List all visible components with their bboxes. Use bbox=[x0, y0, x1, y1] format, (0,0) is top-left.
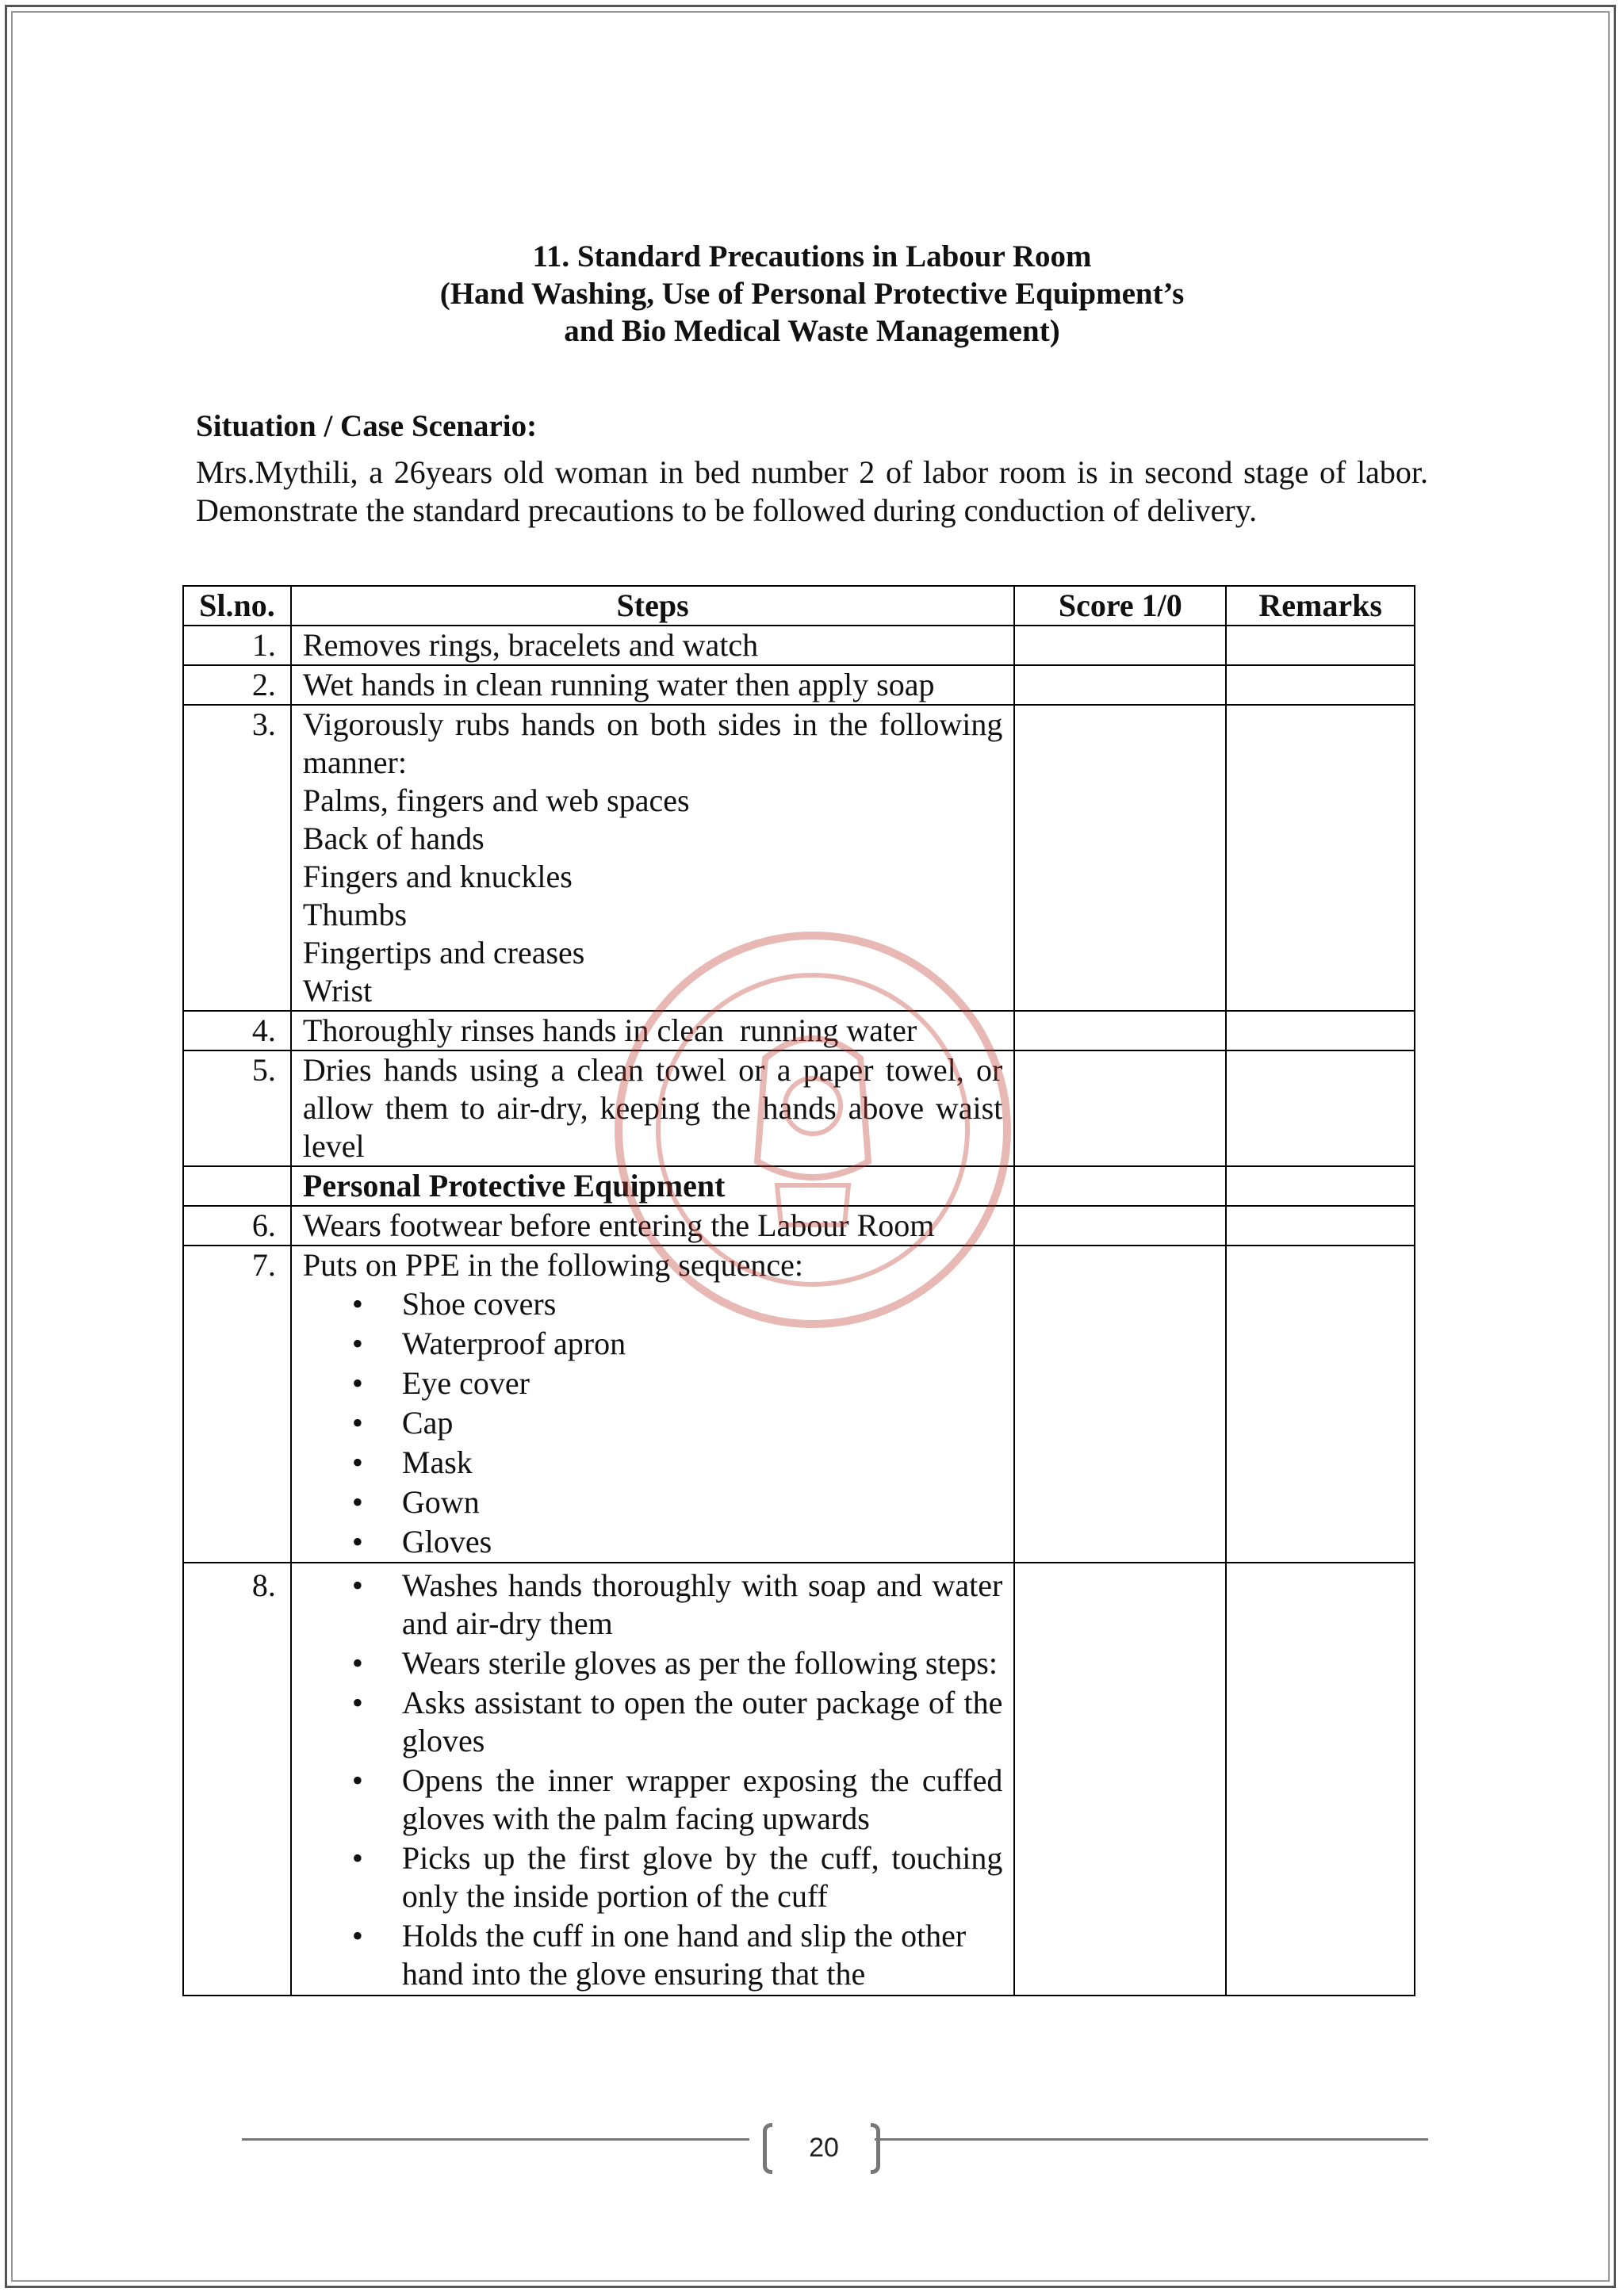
row-number: 3. bbox=[183, 705, 291, 1011]
header-score: Score 1/0 bbox=[1014, 586, 1226, 626]
row-number: 8. bbox=[183, 1563, 291, 1996]
row-step bbox=[291, 705, 1014, 1011]
list-item: • Shoe covers bbox=[303, 1284, 1002, 1324]
footer-rule-left bbox=[242, 2138, 749, 2141]
header-remarks: Remarks bbox=[1226, 586, 1415, 626]
list-item: • Cap bbox=[303, 1403, 1002, 1443]
row-step bbox=[291, 1246, 1014, 1563]
remarks-cell[interactable] bbox=[1226, 626, 1415, 665]
row-step: Removes rings, bracelets and watch bbox=[291, 626, 1014, 665]
remarks-cell[interactable] bbox=[1226, 1563, 1415, 1996]
table-row bbox=[183, 1206, 1415, 1246]
score-cell[interactable] bbox=[1014, 626, 1226, 665]
list-item: Palms, fingers and web spaces bbox=[302, 783, 690, 818]
table-header-row bbox=[183, 586, 1415, 626]
header-slno: Sl.no. bbox=[183, 586, 291, 626]
row-number: 7. bbox=[183, 1246, 291, 1563]
section-heading: Personal Protective Equipment bbox=[291, 1166, 1014, 1206]
score-cell[interactable] bbox=[1014, 1206, 1226, 1246]
row-number: 4. bbox=[183, 1011, 291, 1050]
title-line-3: and Bio Medical Waste Management) bbox=[564, 314, 1060, 348]
title-line-1: 11. Standard Precautions in Labour Room bbox=[532, 239, 1092, 274]
table-row bbox=[183, 1050, 1415, 1166]
footer-bracket-right bbox=[871, 2123, 880, 2174]
list-item: • Mask bbox=[303, 1443, 1002, 1483]
row-number: 1. bbox=[183, 626, 291, 665]
list-item: • Gown bbox=[303, 1483, 1002, 1522]
page-title bbox=[0, 238, 1624, 350]
list-item: Thumbs bbox=[302, 897, 408, 932]
row-number: 5. bbox=[183, 1050, 291, 1166]
list-item: • Opens the inner wrapper exposing the cuffed gloves with the palm facing upwards bbox=[303, 1762, 1002, 1838]
table-row bbox=[183, 1246, 1415, 1563]
list-item: Back of hands bbox=[302, 821, 485, 856]
row-step: Wet hands in clean running water then apply soap bbox=[291, 665, 1014, 705]
list-item: • Picks up the first glove by the cuff, touching only the inside portion of the cuff bbox=[303, 1839, 1002, 1915]
list-item: • Gloves bbox=[303, 1522, 1002, 1562]
page-number: 20 bbox=[809, 2133, 839, 2163]
table-row bbox=[183, 705, 1415, 1011]
list-item: • Washes hands thoroughly with soap and water and air-dry them bbox=[303, 1567, 1002, 1643]
table-section-row bbox=[183, 1166, 1415, 1206]
remarks-cell[interactable] bbox=[1226, 1050, 1415, 1166]
remarks-cell[interactable] bbox=[1226, 1206, 1415, 1246]
score-cell[interactable] bbox=[1014, 1166, 1226, 1206]
table-row bbox=[183, 665, 1415, 705]
table-row bbox=[183, 626, 1415, 665]
remarks-cell[interactable] bbox=[1226, 1166, 1415, 1206]
list-item: • Wears sterile gloves as per the following steps: bbox=[303, 1644, 1002, 1682]
header-steps: Steps bbox=[291, 586, 1014, 626]
row-step bbox=[291, 1563, 1014, 1996]
row-step: Wears footwear before entering the Labour Room bbox=[291, 1206, 1014, 1246]
checklist-table bbox=[182, 585, 1415, 1996]
row-step: Thoroughly rinses hands in clean running water bbox=[291, 1011, 1014, 1050]
score-cell[interactable] bbox=[1014, 705, 1226, 1011]
remarks-cell[interactable] bbox=[1226, 1011, 1415, 1050]
footer-rule-right bbox=[875, 2138, 1428, 2141]
table-row bbox=[183, 1011, 1415, 1050]
row-step: Dries hands using a clean towel or a paper towel, or allow them to air-dry, keeping the hands above waist level bbox=[291, 1050, 1014, 1166]
row-number: 6. bbox=[183, 1206, 291, 1246]
remarks-cell[interactable] bbox=[1226, 665, 1415, 705]
footer-bracket-left bbox=[763, 2123, 772, 2174]
score-cell[interactable] bbox=[1014, 1246, 1226, 1563]
remarks-cell[interactable] bbox=[1226, 1246, 1415, 1563]
scenario-text: Mrs.Mythili, a 26years old woman in bed number 2 of labor room is in second stage of labor. Demonstrate the standard precautions to be followed during conduction of delivery. bbox=[196, 454, 1428, 528]
list-item: Fingers and knuckles bbox=[302, 859, 573, 894]
score-cell[interactable] bbox=[1014, 1050, 1226, 1166]
scenario-heading: Situation / Case Scenario: bbox=[196, 409, 538, 443]
list-item: • Asks assistant to open the outer package of the gloves bbox=[303, 1684, 1002, 1760]
row-number bbox=[183, 1166, 291, 1206]
table-row bbox=[183, 1563, 1415, 1996]
score-cell[interactable] bbox=[1014, 1563, 1226, 1996]
list-item: Wrist bbox=[302, 973, 373, 1008]
list-item: • Waterproof apron bbox=[303, 1324, 1002, 1364]
step-text: Puts on PPE in the following sequence: bbox=[302, 1247, 803, 1283]
score-cell[interactable] bbox=[1014, 665, 1226, 705]
step-text: Vigorously rubs hands on both sides in the following manner: bbox=[302, 706, 1003, 780]
title-line-2: (Hand Washing, Use of Personal Protective Equipment’s bbox=[439, 277, 1185, 311]
remarks-cell[interactable] bbox=[1226, 705, 1415, 1011]
list-item: • Eye cover bbox=[303, 1364, 1002, 1403]
row-number: 2. bbox=[183, 665, 291, 705]
list-item: • Holds the cuff in one hand and slip the other hand into the glove ensuring that the bbox=[303, 1917, 1002, 1993]
score-cell[interactable] bbox=[1014, 1011, 1226, 1050]
list-item: Fingertips and creases bbox=[302, 935, 585, 970]
